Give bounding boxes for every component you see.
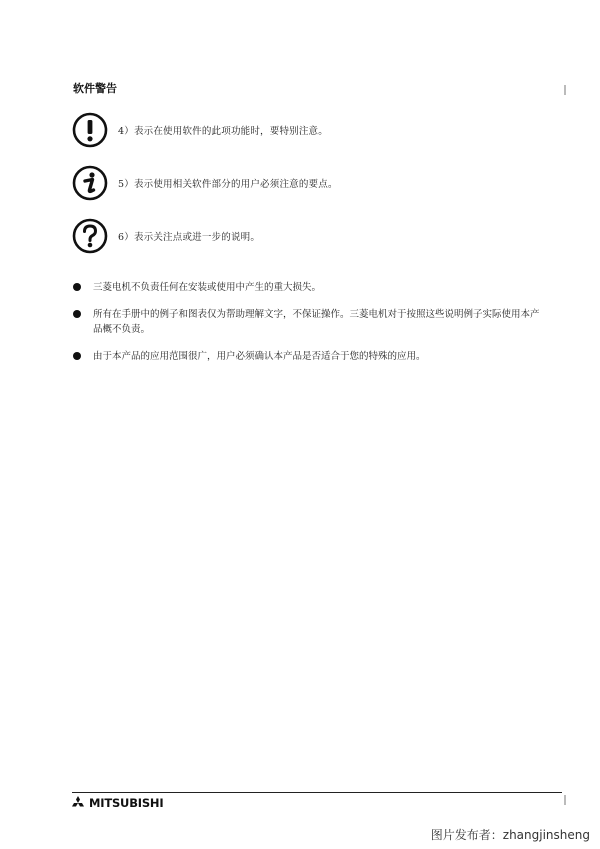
bullet-dot-icon: [73, 352, 81, 360]
footer-brand: [70, 796, 163, 810]
info-icon: [72, 165, 108, 201]
bullet-dot-icon: [73, 283, 81, 291]
disclaimer-list: [73, 280, 543, 376]
question-icon: [72, 218, 108, 254]
list-item-text: 所有在手册中的例子和图表仅为帮助理解文字，不保证操作。三菱电机对于按照这些说明例子实际使用本产品概不负责。: [93, 309, 540, 335]
list-item: [73, 280, 543, 295]
notice-info: [72, 164, 512, 202]
brand-name: MITSUBISHI: [89, 796, 164, 810]
notice-warning: [72, 111, 512, 149]
scan-edge-mark: [564, 795, 566, 805]
list-item: [73, 349, 543, 364]
bullet-dot-icon: [73, 310, 81, 318]
list-item-text: 三菱电机不负责任何在安装或使用中产生的重大损失。: [93, 282, 322, 293]
notice-question: [72, 217, 512, 255]
page-title: 软件警告: [73, 82, 117, 95]
footer-divider: [72, 792, 562, 793]
mitsubishi-logo-icon: [70, 796, 86, 810]
image-credit: 图片发布者：zhangjinsheng: [430, 828, 590, 842]
exclamation-icon: [72, 112, 108, 148]
notice-warning-text: 4）表示在使用软件的此项功能时，要特别注意。: [118, 126, 328, 137]
list-item-text: 由于本产品的应用范围很广，用户必须确认本产品是否适合于您的特殊的应用。: [93, 351, 426, 362]
list-item: [73, 307, 543, 337]
notice-info-text: 5）表示使用相关软件部分的用户必须注意的要点。: [118, 179, 338, 190]
notice-question-text: 6）表示关注点或进一步的说明。: [118, 232, 261, 243]
scan-edge-mark: [564, 85, 566, 95]
